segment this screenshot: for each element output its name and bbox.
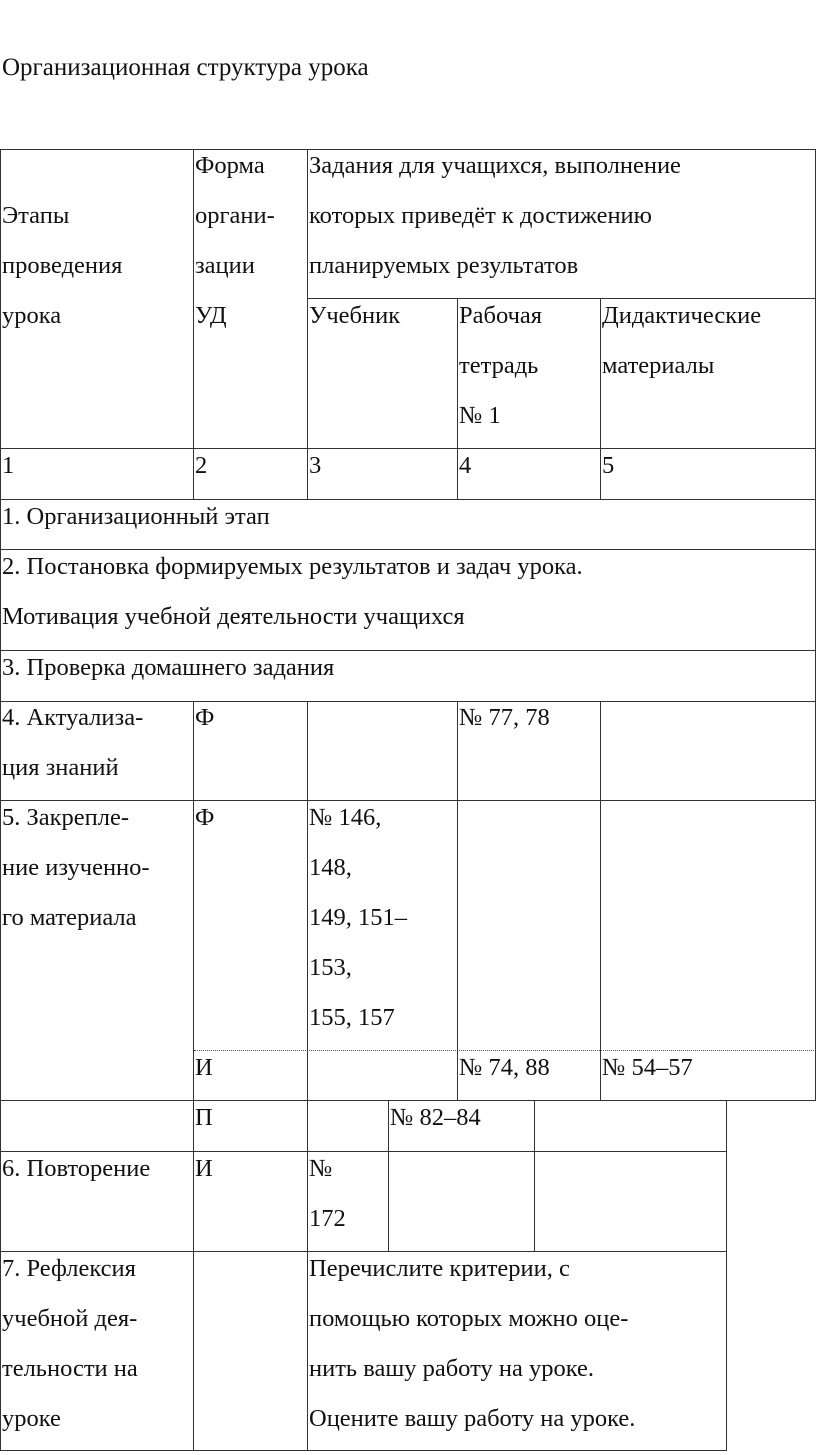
stage-6-name: 6. Повторение: [2, 1155, 151, 1182]
header-textbook: Учебник: [309, 302, 401, 329]
table-rule: [388, 1100, 389, 1252]
table-rule: [0, 1450, 727, 1451]
table-rule: [600, 298, 601, 500]
table-rule: [193, 701, 194, 1451]
column-number: 1: [2, 452, 15, 479]
table-rule: [534, 1100, 535, 1252]
table-rule: [457, 701, 458, 1101]
stage-5-form-2: И: [195, 1054, 213, 1081]
stage-5-didactic-2: № 54–57: [602, 1054, 693, 1081]
stage-1-row: 1. Организационный этап: [2, 503, 270, 530]
table-rule: [307, 701, 308, 1451]
table-rule: [0, 448, 816, 449]
stage-7-name: 7. Рефлексия учебной дея- тельности на уроке: [2, 1255, 138, 1432]
header-didactic: Дидактические материалы: [602, 302, 762, 379]
header-stages: Этапы проведения урока: [2, 202, 123, 329]
stage-5-workbook-2: № 74, 88: [459, 1054, 550, 1081]
stage-6-textbook: № 172: [309, 1155, 346, 1232]
table-rule: [726, 1100, 727, 1451]
table-rule: [193, 149, 194, 500]
header-workbook: Рабочая тетрадь № 1: [459, 302, 543, 429]
stage-6-form: И: [195, 1155, 213, 1182]
column-number: 2: [195, 452, 208, 479]
header-form: Форма органи- зации УД: [195, 152, 275, 329]
extra-row-workbook: № 82–84: [390, 1104, 481, 1131]
stage-5-name: 5. Закрепле- ние изученно- го материала: [2, 804, 150, 931]
column-number: 5: [602, 452, 615, 479]
column-number: 4: [459, 452, 472, 479]
table-rule: [600, 701, 601, 1101]
stage-5-form-1: Ф: [195, 804, 215, 831]
stage-4-form: Ф: [195, 704, 215, 731]
stage-4-workbook: № 77, 78: [459, 704, 550, 731]
stage-7-tasks: Перечислите критерии, с помощью которых можно оце- нить вашу работу на уроке. Оцените вашу работу на уроке.: [309, 1255, 636, 1432]
table-rule: [0, 149, 1, 1451]
column-number: 3: [309, 452, 322, 479]
stage-4-name: 4. Актуализа- ция знаний: [2, 704, 144, 781]
stage-3-row: 3. Проверка домашнего задания: [2, 654, 335, 681]
header-tasks: Задания для учащихся, выполнение которых приведёт к достижению планируемых результатов: [309, 152, 681, 279]
table-rule: [307, 149, 308, 500]
stage-2-row: 2. Постановка формируемых результатов и задач урока. Мотивация учебной деятельности учащихся: [2, 553, 583, 630]
table-rule: [457, 298, 458, 500]
stage-5-textbook: № 146, 148, 149, 151– 153, 155, 157: [309, 804, 407, 1031]
extra-row-form: П: [195, 1104, 213, 1131]
page-title: Организационная структура урока: [2, 54, 369, 81]
